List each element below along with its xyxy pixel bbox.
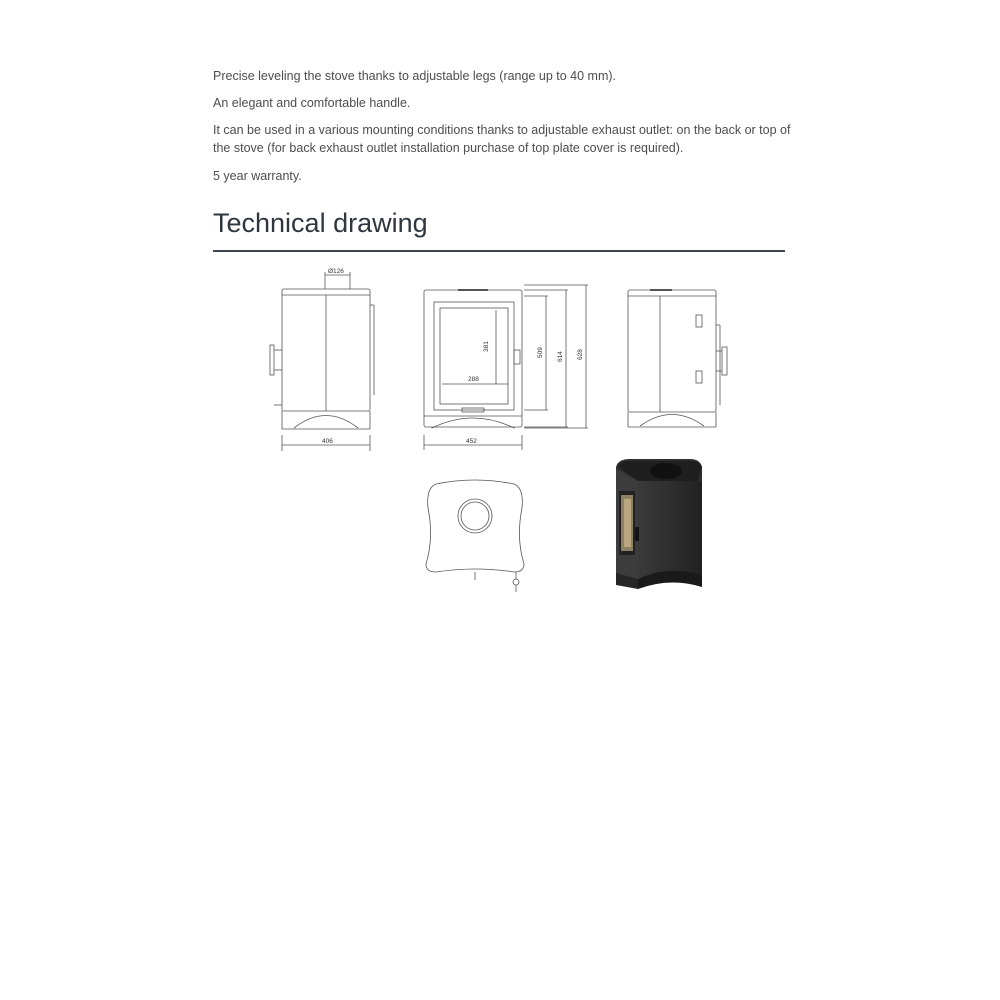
dim-glass-width: 288 <box>468 376 479 383</box>
dim-height-614: 614 <box>557 351 564 362</box>
dim-height-628: 628 <box>577 349 584 360</box>
dim-glass-height: 381 <box>483 341 490 352</box>
dim-outlet-diameter: Ø126 <box>328 268 344 275</box>
dim-width: 452 <box>466 438 477 445</box>
feature-leveling: Precise leveling the stove thanks to adjustable legs (range up to 40 mm). <box>213 69 616 83</box>
feature-handle: An elegant and comfortable handle. <box>213 96 411 110</box>
dim-depth: 406 <box>322 438 333 445</box>
heading-divider <box>213 250 785 252</box>
feature-warranty: 5 year warranty. <box>213 169 302 183</box>
dim-height-509: 509 <box>537 347 544 358</box>
feature-exhaust: It can be used in a various mounting conditions thanks to adjustable exhaust outlet: on the back or top of the stove (for back exhaust outlet installation purchase of top plate cover is required). <box>213 123 791 155</box>
side-view-drawing <box>270 265 380 455</box>
stove-render <box>608 455 708 595</box>
section-title: Technical drawing <box>213 208 428 238</box>
rear-view-drawing <box>622 285 734 430</box>
front-view-drawing <box>422 280 592 455</box>
top-view-drawing <box>420 478 530 593</box>
